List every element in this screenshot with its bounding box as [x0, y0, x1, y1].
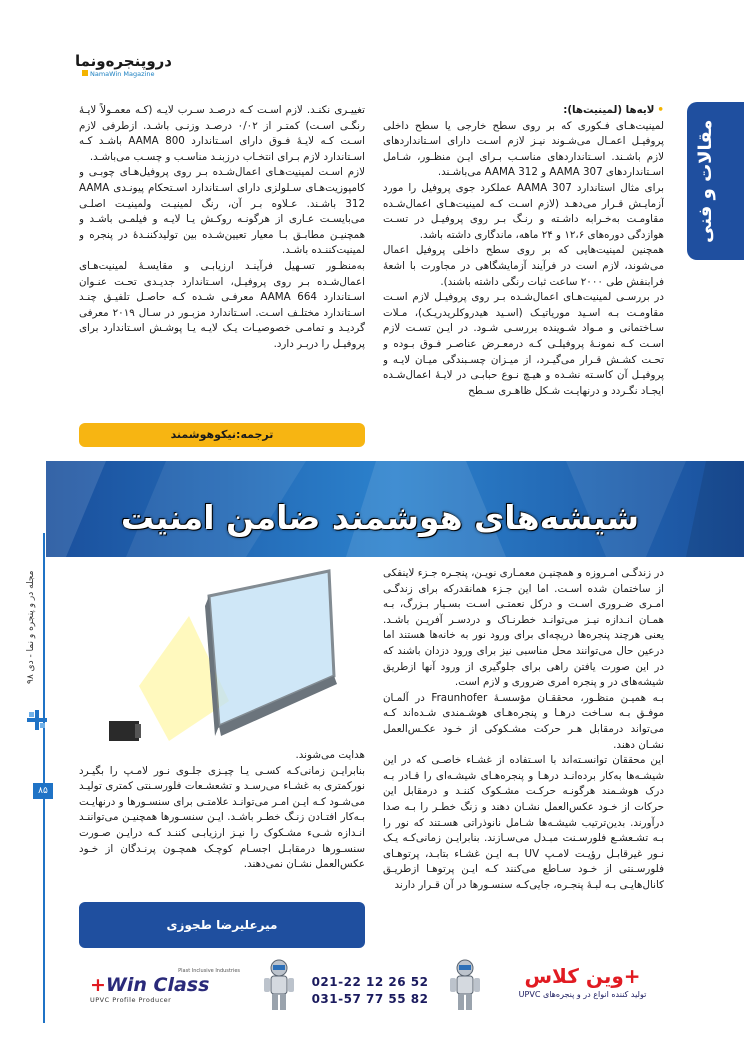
section-tab-label: مقالات و فنی	[695, 119, 716, 243]
robot-mascot-icon	[448, 958, 482, 1012]
paragraph: بـه همیـن منظـور، محققـان مؤسسـهٔ Fraunhofer در آلمـان موفـق بـه سـاخت درهـا و پنجره‌هـای هوشـمندی شـده‌اند کـه می‌تواند درمقابل هـر حرکت مشـکوکی از خـود عکـس‌العمل نشـان دهند.	[383, 691, 664, 751]
magazine-issue-text: مجله در و پنجره و نما - دی ۹۸	[26, 570, 36, 684]
ad-brand-fa: +وین کلاس	[524, 964, 641, 988]
article1-heading: • لایه‌ها (لمینیت‌ها):	[383, 103, 664, 119]
paragraph: لازم اسـت لمینیت‌هـای اعمال‌شـده بـر روی پروفیل‌هـای چوبـی و کامپوزیت‌هـای سـلولزی دارای اسـتاندارد اسـتحکام پیونـدی AAMA 312 باشـند. عـلاوه بـر آن، رنگ لمینیـت ولمینیـت اصلـی می‌بایسـت عـاری از هرگونـه روکـش یـا لایـه و فیلمـی باشـد و همچنیـن مطابـق بـا معیار تعیین‌شـده بین تولیدکننـدهٔ در پنجره و لمینیت‌کننـده باشـد.	[79, 166, 365, 257]
paragraph: این محققان توانسـته‌اند با اسـتفاده از غشـاء خاصـی که در این شیشـه‌ها به‌کار برده‌انـد درهـا و پنجره‌هـای شیشـه‌ای را قـادر بـه درک هوشـمند هرگونـه حرکـت مشـکوک کننـد و درمقابل این حرکات از خـود عکس‌العمل نشـان دهند و زنگ خطـر را بـه صدا درآورند. بدین‌ترتیب شیشـه‌ها شـامل نانوذراتی هسـتند که نور را بـه تشـعشـع فلورسـنت مبـدل می‌سـازند. بنابرایـن زمانی‌کـه یـک نـور غیرقابـل رؤیـت لامـپ UV بـه ایـن غشـاء بتابـد، پرتوهـای فلورسـنتی از خـود سـاطع می‌کنند کـه ایـن پرتوهـا ازطریـق کانال‌هایـی بـه لبـهٔ پنجـره، جایی‌کـه سنسـورها در آن قـرار دارند	[383, 754, 664, 891]
paragraph: بنابرایـن زمانی‌کـه کسـی یـا چیـزی جلـوی نـور لامـپ را بگیـرد نورکمتری به غشـاء می‌رسـد و تشعشـعات فلورسـنتی کمتری تولیـد می‌شـود کـه ایـن امـر می‌توانـد علامتـی برای سنسـورها و درنهایـت بـه‌کار افتـادن زنـگ خطـر باشـد. ایـن سنسـورها همچنیـن می‌تواننـد انـدازه شـیء مشـکوک را نیـز ارزیابـی کننـد کـه درایـن صـورت سنسـورها درمقابـل اجسـام کوچـک همچـون پرنـدگان از خـود عکس‌العمل نشـان نمی‌دهند.	[79, 764, 365, 871]
paragraph: در بررسـی لمینیت‌هـای اعمال‌شـده بـر روی پروفیـل لازم اسـت مقاومـت بـه اسـید موریاتیـک (اسـید هیدروکلریدریـک)، مـلات سـاختمانی و مـواد شـوینده بررسـی شـود. در ایـن تسـت لازم اسـت کـه نمونـهٔ پروفیلـی کـه درمعـرض عناصـر فـوق بـوده و تحـت کشـش قـرار می‌گیـرد، از میـزان چسـبندگی میـان لایـه و پروفیـل آن کاسـته نشـده و هیـچ نـوع حبابـی در لایـهٔ اعمال‌شـده ایجـاد نگـردد و درنهایـت شـکل ظاهـری سـطح	[383, 291, 664, 397]
paragraph: لمینیت‌هـای فـکوری که بر روی سطح خارجی یا سطح داخلی پروفیـل اعمـال می‌شـوند نیـز لازم اسـت دارای اسـتانداردهای لازم باشـند. اسـتانداردهای مناسـب بـرای ایـن منظـور، شـامل اسـتانداردهای AAMA 307 و AAMA 312 می‌باشـند.	[383, 119, 664, 179]
paragraph: در زندگـی امـروزه و همچنیـن معمـاری نویـن، پنجـره جـزء لاینفکی از ساختمان شده اسـت. اما این جـزء همانقدرکه برای زندگـی امـری ضـروری اسـت و درکل نعمتـی اسـت بسـیار بـزرگ، بـه همـان انـدازه نیـز می‌توانـد خطرنـاک و دردسـر آفریـن باشـد. یعنی هرچند پنجره‌ها دریچه‌ای برای ورود نور به خانه‌ها هستند اما درعین حال می‌توانند محل مناسبی نیز برای ورود دزدان باشند که در این صورت یافتن راهی برای جلوگیری از ورود آنها ازطریق شیشه‌های در و پنجره امری ضروری و لازم است.	[383, 567, 664, 689]
article2-title: شیشه‌های هوشمند ضامن امنیت	[120, 498, 640, 537]
paragraph: تغییـری نکنـد. لازم اسـت کـه درصـد سـرب لایـه (کـه معمـولاً لایـهٔ رنگـی اسـت) کمتـر از ۰/۰۲ درصـد وزنـی باشـد. ازطرفی لازم اسـت کـه لایـهٔ فـوق دارای اسـتاندارد AAMA 800 باشـد کـه اسـتاندارد لازم بـرای انتخـاب درزبنـد مناسـب و چسـب می‌باشـد.	[79, 104, 365, 163]
paragraph: همچنین لمینیت‌هایی که بر روی سطح داخلی پروفیل اعمال می‌شوند، لازم است در فرآیند آزمایشگاهی در مجاورت با اشعهٔ فرابنفش طی ۲۰۰۰ ساعت ثبات رنگی داشته باشند).	[383, 244, 664, 288]
phone-number: 031-57 77 55 82	[311, 992, 429, 1006]
ad-tagline: Plast Inclusive Industries	[178, 968, 240, 974]
paragraph: به‌منظـور تسـهیل فرآینـد ارزیابـی و مقایسـهٔ لمینیت‌هـای اعمال‌شـده بـر روی پروفیـل، اسـتاندارد جدیـدی تحـت عنـوان اسـتاندارد AAMA 664 معرفـی شـده کـه حاصـل تلفیـق چنـد اسـتاندارد مختلـف اسـت. اسـتاندارد مزبـور در سـال ۲۰۱۹ معرفی گردیـد و تمامـی خصوصیـات یـک لایـه یـا پوشـش اسـتاندارد برای پروفیـل را دربـر دارد.	[79, 259, 365, 350]
paragraph: هدایت می‌شوند.	[295, 749, 365, 761]
author-credit: میرعلیرضا طجوزی	[79, 902, 365, 948]
page-number: ۸۵	[33, 783, 53, 799]
window-icon	[27, 710, 47, 730]
robot-mascot-icon	[262, 958, 296, 1012]
article2-left-column	[79, 748, 365, 888]
logo-subtitle: NamaWin Magazine	[82, 70, 172, 79]
translator-credit: ترجمه:نیکوهوشمند	[79, 423, 365, 447]
magazine-logo	[74, 52, 172, 80]
win-class-fa-logo	[505, 963, 660, 1011]
ad-producer-fa: تولید کننده انواع در و پنجره‌های UPVC	[518, 990, 647, 999]
win-class-logo	[90, 968, 240, 1008]
smart-glass-illustration	[79, 566, 365, 742]
ad-producer-en: UPVC Profile Producer	[90, 996, 172, 1004]
section-tab	[687, 102, 744, 260]
ad-brand-en: +Win Class	[90, 974, 210, 996]
article1-right-column	[383, 103, 664, 455]
ad-phone-numbers	[300, 974, 440, 1010]
logo-text: دروپنجره‌ونما	[74, 52, 172, 70]
phone-number: 021-22 12 26 52	[311, 975, 429, 989]
paragraph: برای مثال استاندارد AAMA 307 عملکرد جوی پروفیل را مورد آزمایـش قـرار می‌دهـد (لازم اسـت کـه لمینیت‌هـای اعمال‌شـده مقاومـت به‌خـرابه داشـته و رنـگ بـر روی پروفیـل در تسـت هوازدگی دوره‌های ۱۲،۶ و ۲۴ ماهه، ماندگاری داشته باشد.	[383, 181, 664, 241]
article1-left-column	[79, 103, 365, 419]
article2-right-column	[383, 566, 664, 984]
